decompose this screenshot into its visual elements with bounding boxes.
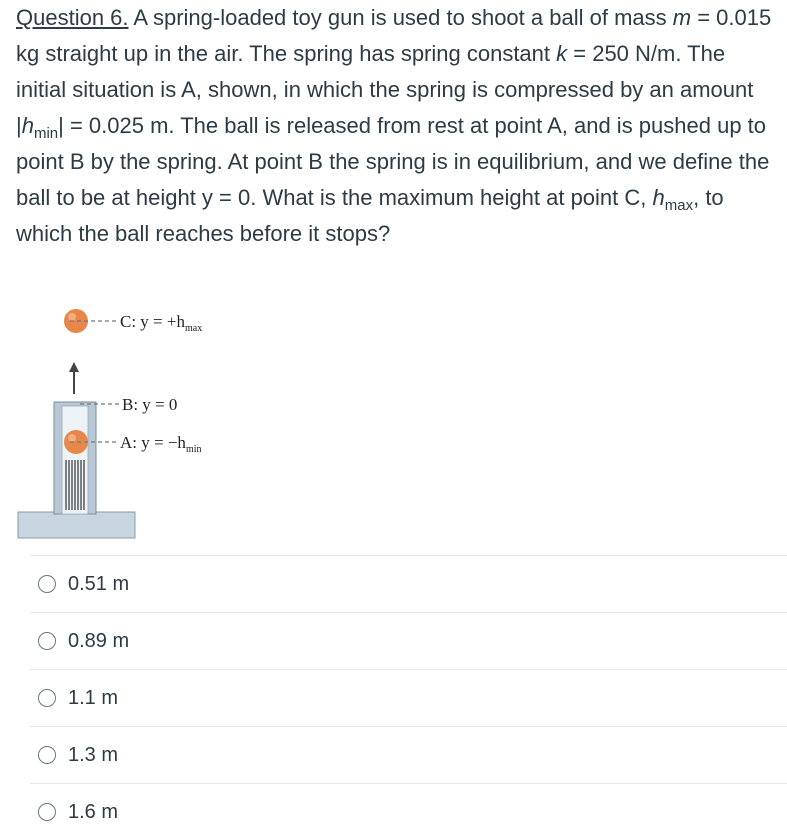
k-symbol: k <box>556 41 568 66</box>
answer-option[interactable] <box>30 669 787 726</box>
answer-label: 1.6 m <box>68 800 119 823</box>
spring-gun-diagram <box>10 290 240 550</box>
answer-option[interactable] <box>30 783 787 840</box>
hmin-symbol: h <box>21 113 34 138</box>
hmax-subscript: max <box>664 197 694 214</box>
radio-button[interactable] <box>38 632 56 650</box>
gun-base <box>18 512 135 538</box>
radio-button[interactable] <box>38 803 56 821</box>
label-c: C: $y = +h_{max}$ <box>120 312 203 334</box>
answer-label: 1.3 m <box>68 743 119 766</box>
hmax-symbol: h <box>652 185 665 210</box>
answer-label: 1.1 m <box>68 686 119 709</box>
question-part: A spring-loaded toy gun is used to shoot a ball of mass <box>128 5 673 30</box>
radio-button[interactable] <box>38 746 56 764</box>
answer-options <box>30 555 787 840</box>
question-part: = 250 N/m. The initial situation is A, shown, in which the spring is compressed by an amount | <box>16 41 754 138</box>
question-part: | = 0.025 m. The ball is released from rest at point A, and is pushed up to point B by the spring. At point B the spring is in equilibrium, and we define the ball to be at height y = 0. What is the maximum height at point C, <box>16 113 770 210</box>
mass-symbol: m <box>672 5 692 30</box>
radio-button[interactable] <box>38 689 56 707</box>
answer-label: 0.89 m <box>68 629 130 652</box>
question-part: = 0.015 kg straight up in the air. The spring has spring constant <box>16 5 772 66</box>
answer-option[interactable] <box>30 726 787 783</box>
question-text <box>16 0 776 252</box>
radio-button[interactable] <box>38 575 56 593</box>
spring-icon <box>66 460 84 510</box>
question-part: , to which the ball reaches before it stops? <box>16 185 724 246</box>
answer-label: 0.51 m <box>68 572 130 595</box>
answer-option[interactable] <box>30 612 787 669</box>
label-b: B: y = 0 <box>122 395 178 414</box>
answer-option[interactable] <box>30 555 787 612</box>
question-number: Question 6. <box>16 5 129 30</box>
hmin-subscript: min <box>33 125 59 142</box>
label-a: A: $y = -h_{min}$ <box>120 433 202 455</box>
